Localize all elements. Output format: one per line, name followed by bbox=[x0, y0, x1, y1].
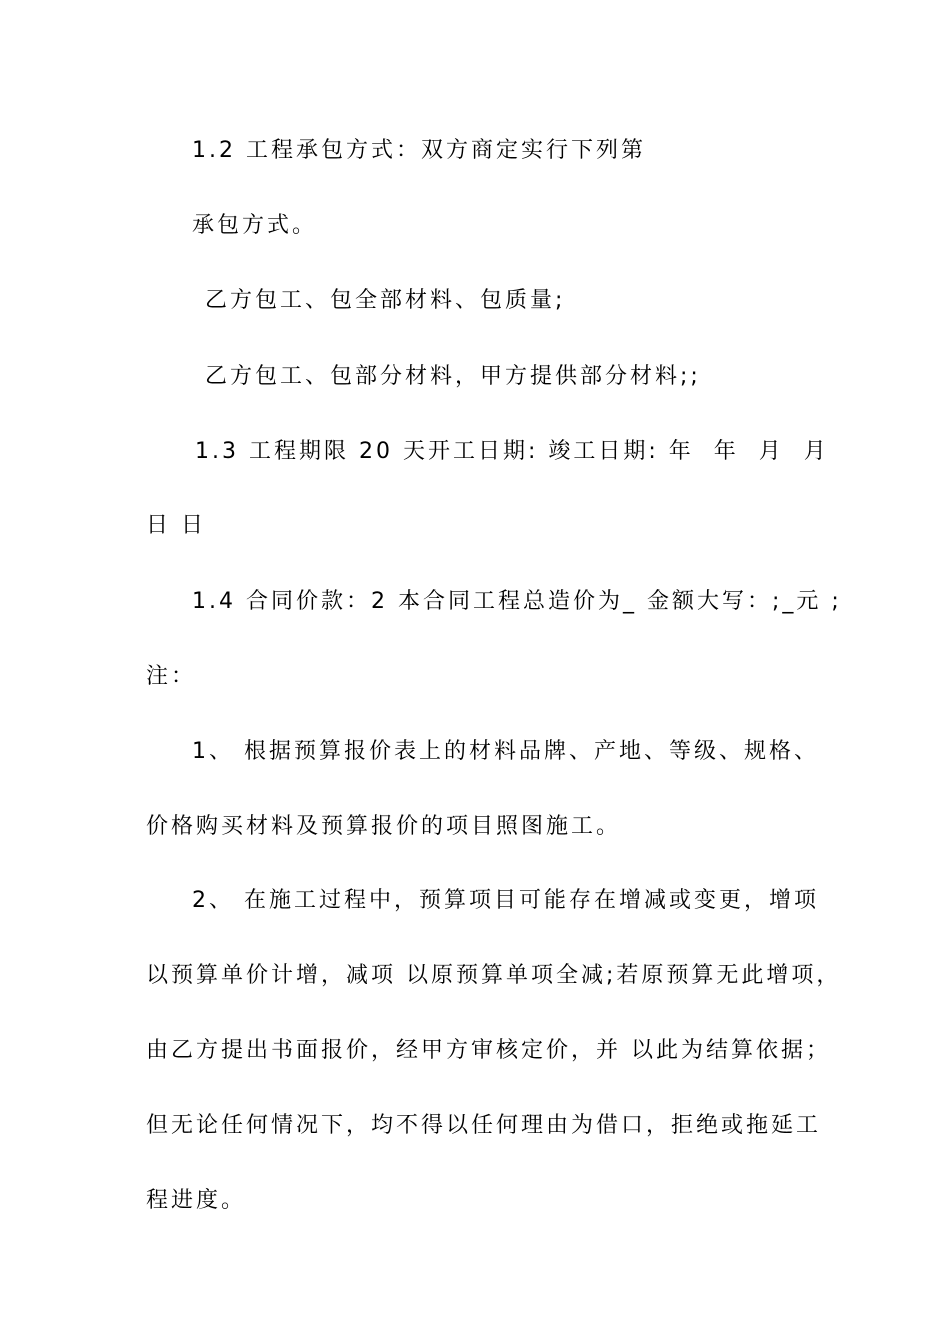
note-2-line-4: 但无论任何情况下，均不得以任何理由为借口，拒绝或拖延工 bbox=[146, 1113, 822, 1138]
date-continuation-line: 日 日 bbox=[146, 513, 206, 538]
clause-1-3-line: 1.3 工程期限 20 天开工日期: 竣工日期: 年 年 月 月 bbox=[195, 439, 829, 464]
note-2-line-5: 程进度。 bbox=[146, 1188, 247, 1213]
note-2-line-1: 2、 在施工过程中，预算项目可能存在增减或变更，增项 bbox=[192, 888, 819, 913]
option-line-2: 乙方包工、包部分材料，甲方提供部分材料;; bbox=[205, 364, 701, 389]
contract-mode-line: 承包方式。 bbox=[192, 213, 318, 238]
note-1-line-1: 1、 根据预算报价表上的材料品牌、产地、等级、规格、 bbox=[192, 739, 819, 764]
note-label-line: 注： bbox=[146, 664, 197, 689]
note-2-line-2: 以预算单价计增，减项 以原预算单项全减;若原预算无此增项， bbox=[146, 963, 842, 988]
clause-1-4-line: 1.4 合同价款：2 本合同工程总造价为_ 金额大写：;_元 ; bbox=[192, 589, 842, 614]
option-line-1: 乙方包工、包全部材料、包质量; bbox=[205, 288, 566, 313]
clause-1-2-line: 1.2 工程承包方式：双方商定实行下列第 bbox=[192, 138, 646, 163]
note-2-line-3: 由乙方提出书面报价，经甲方审核定价，并 以此为结算依据； bbox=[146, 1038, 831, 1063]
note-1-line-2: 价格购买材料及预算报价的项目照图施工。 bbox=[146, 814, 622, 839]
